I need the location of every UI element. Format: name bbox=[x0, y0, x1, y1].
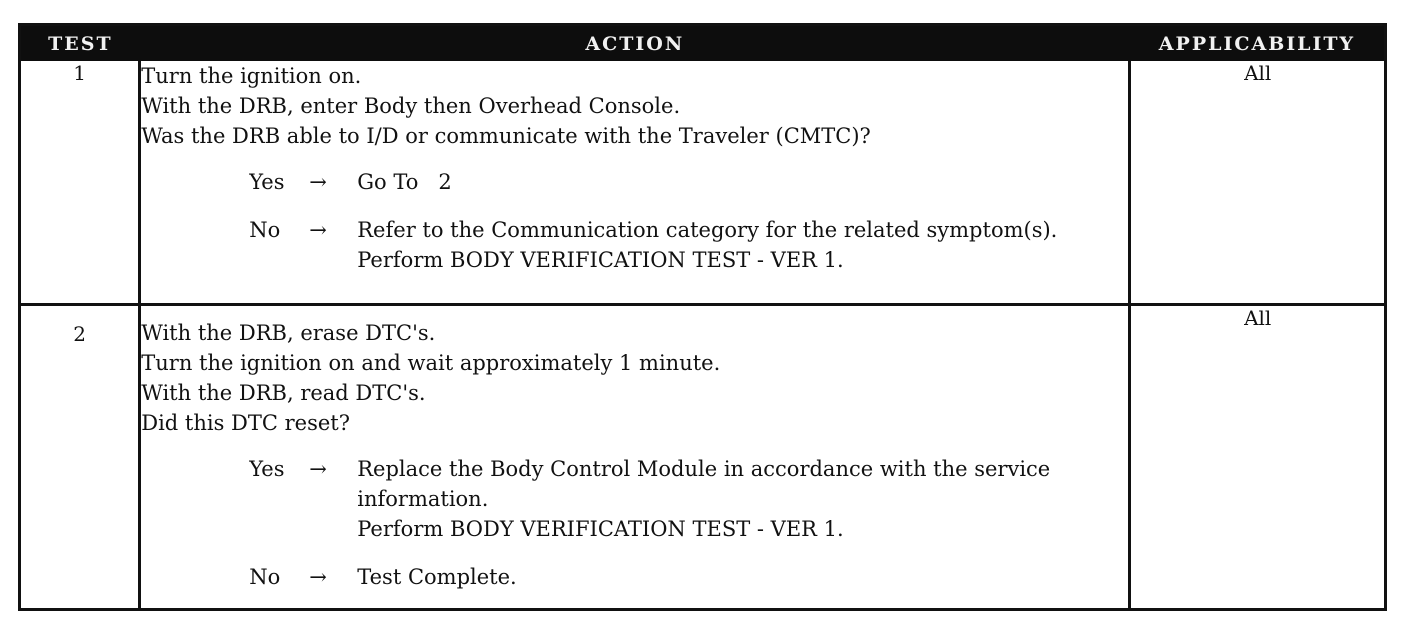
action-step: Turn the ignition on. bbox=[141, 64, 362, 88]
test-number: 1 bbox=[20, 61, 140, 305]
action-step: Turn the ignition on and wait approximately 1 minute. bbox=[141, 351, 721, 376]
result-no bbox=[141, 562, 1128, 592]
action-step: With the DRB, erase DTC's. bbox=[141, 321, 436, 346]
result-yes bbox=[141, 454, 1128, 544]
result-yes bbox=[141, 167, 1128, 197]
result-label: No bbox=[249, 218, 281, 242]
table-row bbox=[20, 61, 1386, 305]
applicability-value: All bbox=[1130, 305, 1386, 610]
arrow-icon: → bbox=[309, 565, 327, 590]
arrow-icon: → bbox=[309, 457, 327, 482]
table-row bbox=[20, 305, 1386, 610]
result-no bbox=[141, 215, 1128, 275]
result-text: Test Complete. bbox=[357, 565, 517, 590]
result-text: Perform BODY VERIFICATION TEST - VER 1. bbox=[357, 517, 844, 542]
result-text: Go To 2 bbox=[357, 170, 452, 194]
result-text: Replace the Body Control Module in accordance with the service bbox=[357, 457, 1051, 482]
table-header-row bbox=[20, 25, 1386, 62]
result-label: Yes bbox=[249, 457, 285, 482]
test-number: 2 bbox=[20, 305, 140, 610]
applicability-value: All bbox=[1130, 61, 1386, 305]
arrow-icon: → bbox=[309, 218, 327, 242]
result-label: Yes bbox=[249, 170, 285, 194]
result-text: Perform BODY VERIFICATION TEST - VER 1. bbox=[357, 248, 844, 272]
header-applicability: APPLICABILITY bbox=[1130, 25, 1386, 62]
arrow-icon: → bbox=[309, 170, 327, 194]
diagnostic-test-table bbox=[18, 23, 1387, 611]
result-text: information. bbox=[357, 487, 489, 512]
result-label: No bbox=[249, 565, 281, 590]
action-cell bbox=[140, 61, 1130, 305]
header-test: TEST bbox=[20, 25, 140, 62]
result-text: Refer to the Communication category for the related symptom(s). bbox=[357, 218, 1058, 242]
action-step: With the DRB, enter Body then Overhead Console. bbox=[141, 94, 681, 118]
header-action: ACTION bbox=[140, 25, 1130, 62]
action-step: With the DRB, read DTC's. bbox=[141, 381, 426, 406]
action-cell bbox=[140, 305, 1130, 610]
action-step: Did this DTC reset? bbox=[141, 411, 351, 436]
action-step: Was the DRB able to I/D or communicate with the Traveler (CMTC)? bbox=[141, 124, 871, 148]
